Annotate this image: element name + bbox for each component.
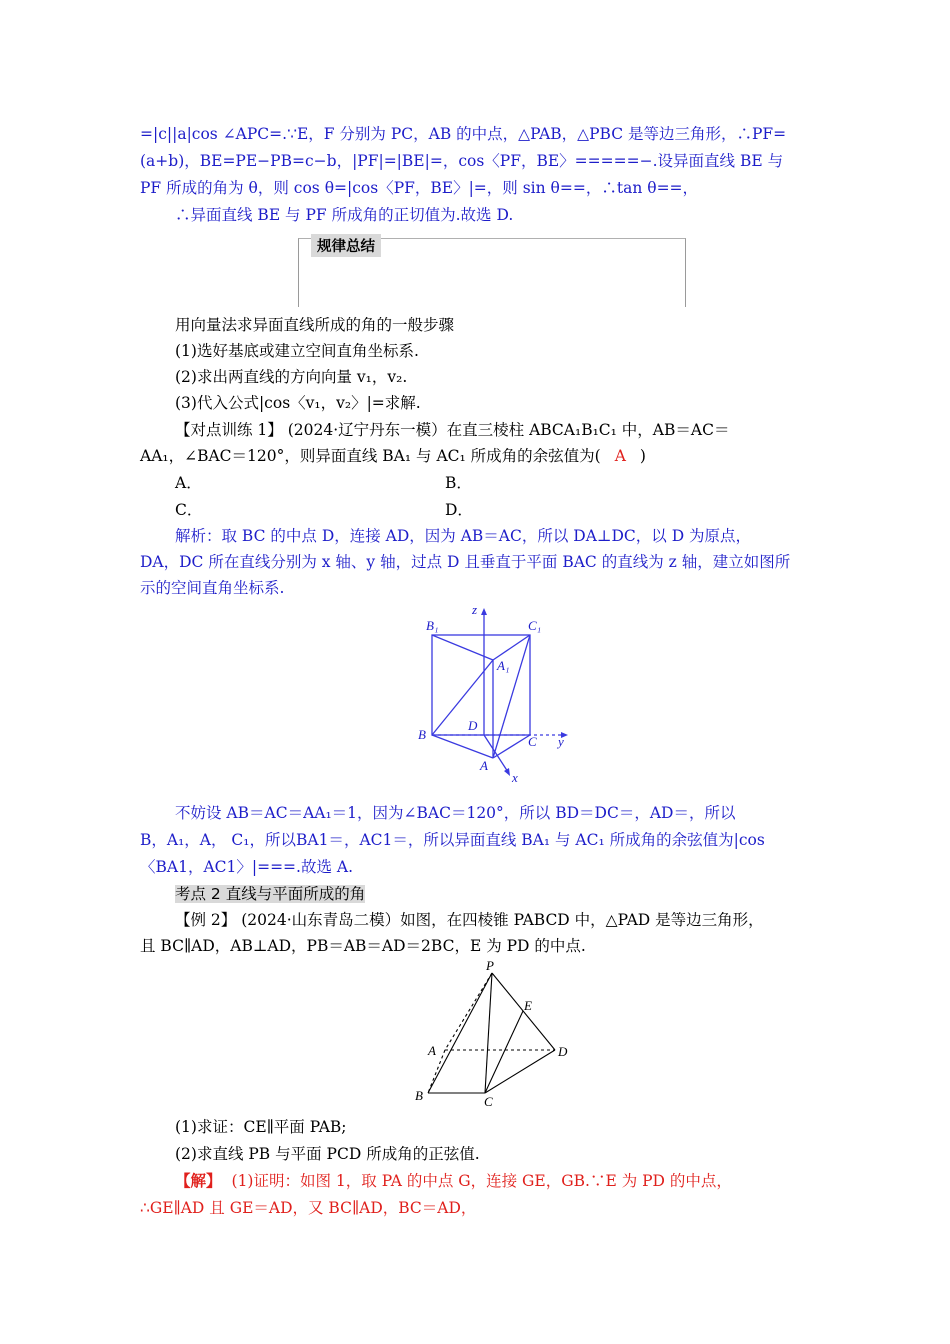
label-x: x: [512, 770, 518, 785]
solution2-line1: [175, 1171, 732, 1191]
steps-title: 用向量法求异面直线所成的角的一般步骤: [175, 316, 455, 334]
para1-line4: ∴异面直线 BE 与 PF 所成角的正切值为.故选 D.: [175, 206, 514, 224]
label-z: z: [472, 602, 478, 617]
segment-ac1: [493, 635, 530, 758]
edge-pa: [445, 973, 492, 1050]
label-e: E: [524, 998, 532, 1013]
solution1-line5: B，A₁，A， C₁，所以BA1＝，AC1＝，所以异面直线 BA₁ 与 AC₁ 所成角的余弦值为|cos: [140, 831, 765, 849]
solution1-line1: 解析：取 BC 的中点 D，连接 AD，因为 AB＝AC，所以 DA⊥DC，以 D 为原点，: [175, 527, 752, 545]
solution1-line4: 不妨设 AB＝AC＝AA₁＝1，因为∠BAC＝120°，所以 BD＝DC＝，AD＝，所以: [175, 804, 736, 822]
label-b: B: [418, 727, 426, 742]
question-2: (2)求直线 PB 与平面 PCD 所成角的正弦值.: [175, 1145, 480, 1163]
label-d: D: [558, 1044, 568, 1059]
label-a: A: [480, 758, 488, 773]
solution1-line3: 示的空间直角坐标系.: [140, 579, 285, 597]
label-a1: A₁: [497, 658, 510, 673]
label-p: P: [486, 958, 494, 973]
edge-pb: [428, 973, 492, 1093]
exercise1-line2: [140, 446, 646, 466]
step-2: (2)求出两直线的方向向量 v₁，v₂.: [175, 368, 408, 386]
example2-line1: 【例 2】 (2024·山东青岛二模）如图，在四棱锥 PABCD 中，△PAD 是等边三角形，: [175, 911, 764, 929]
exercise1-stem: AA₁，∠BAC＝120°，则异面直线 BA₁ 与 AC₁ 所成角的余弦值为(: [140, 447, 601, 465]
label-c: C: [528, 734, 537, 749]
step-3: (3)代入公式|cos〈v₁，v₂〉|=求解.: [175, 394, 421, 412]
x-arrow: [504, 768, 510, 776]
exercise1-close: ): [639, 447, 646, 465]
label-c1: C₁: [528, 618, 542, 633]
solution2-text1: (1)证明：如图 1，取 PA 的中点 G，连接 GE，GB.∵E 为 PD 的中点，: [231, 1172, 732, 1190]
label-a: A: [428, 1043, 436, 1058]
para1-line2: (a+b)，BE=PE−PB=c−b，|PF|=|BE|=，cos〈PF，BE〉=====−.设异面直线 BE 与: [140, 152, 784, 170]
para1-line1: =|c||a|cos ∠APC=.∵E，F 分别为 PC，AB 的中点，△PAB，△PBC 是等边三角形，∴PF=: [140, 125, 787, 143]
edge-pc: [485, 973, 492, 1093]
solution2-tag: 【解】: [175, 1172, 222, 1190]
pyramid-figure: [410, 958, 585, 1108]
edge-ba: [432, 735, 493, 758]
label-c: C: [484, 1094, 493, 1108]
question-1: (1)求证：CE∥平面 PAB;: [175, 1118, 347, 1136]
summary-box: [298, 238, 686, 307]
label-b: B: [415, 1088, 423, 1103]
prism-figure: [400, 600, 590, 790]
section2-title-text: 考点 2 直线与平面所成的角: [175, 885, 366, 903]
label-d: D: [468, 718, 478, 733]
z-arrow: [481, 608, 487, 615]
label-y: y: [558, 734, 564, 749]
exercise1-answer: A: [614, 447, 626, 465]
section2-title: [175, 884, 365, 904]
option-d: D．: [445, 501, 473, 519]
edge-c1a1: [493, 635, 530, 660]
para1-line3: PF 所成的角为 θ，则 cos θ=|cos〈PF，BE〉|=，则 sin θ==，∴tan θ==，: [140, 179, 699, 197]
step-1: (1)选好基底或建立空间直角坐标系.: [175, 342, 419, 360]
solution2-line2: ∴GE∥AD 且 GE＝AD，又 BC∥AD，BC＝AD，: [140, 1199, 477, 1217]
example2-line2: 且 BC∥AD，AB⊥AD，PB＝AB＝AD＝2BC，E 为 PD 的中点.: [140, 937, 586, 955]
summary-tag: 规律总结: [311, 234, 381, 257]
option-c: C．: [175, 501, 203, 519]
option-b: B．: [445, 474, 472, 492]
solution1-line2: DA，DC 所在直线分别为 x 轴、y 轴，过点 D 且垂直于平面 BAC 的直线为 z 轴，建立如图所: [140, 553, 791, 571]
solution1-line6: 〈BA1，AC1〉|===.故选 A.: [140, 858, 354, 876]
label-b1: B₁: [426, 618, 439, 633]
exercise1-line1: 【对点训练 1】 (2024·辽宁丹东一模）在直三棱柱 ABCA₁B₁C₁ 中，AB＝AC＝: [175, 421, 730, 439]
option-a: A．: [175, 474, 202, 492]
